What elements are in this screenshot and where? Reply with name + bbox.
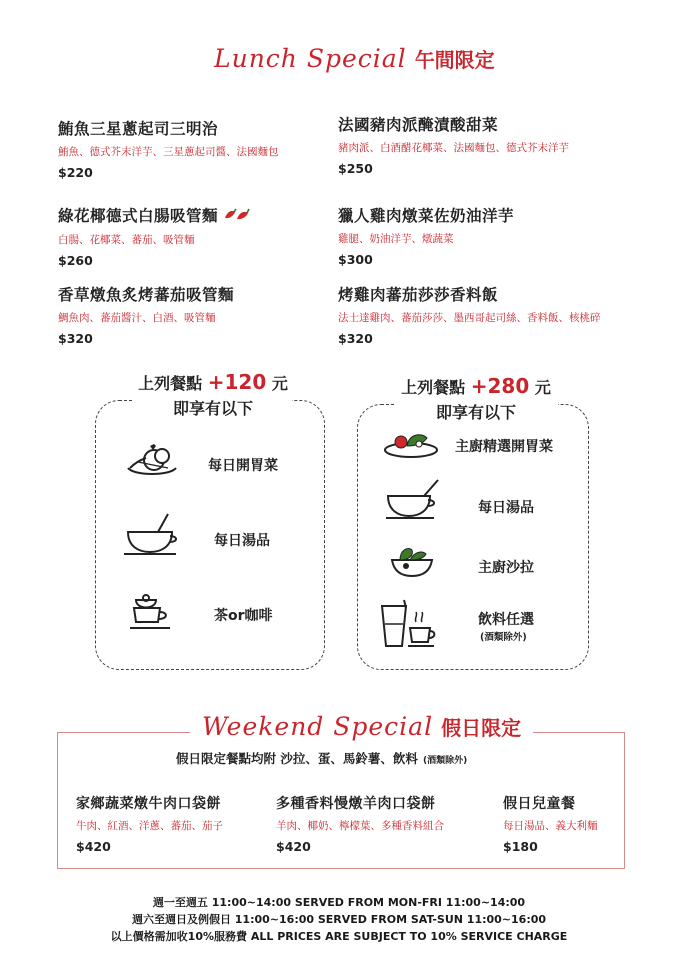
- dish-price: $420: [76, 839, 111, 854]
- dish-description: 白腸、花椰菜、蕃茄、吸管麵: [58, 233, 195, 246]
- dish-price: $180: [503, 839, 538, 854]
- weekend-note-main: 假日限定餐點均附 沙拉、蛋、馬鈴薯、飲料: [176, 751, 418, 766]
- soup-bowl-icon: [384, 478, 444, 520]
- lunch-title-script: Lunch Special: [214, 44, 407, 73]
- dish-name: 家鄉蔬菜燉牛肉口袋餅: [76, 796, 221, 812]
- weekend-item: [76, 793, 223, 854]
- tea-cup-icon: [128, 590, 174, 636]
- dish-price: $320: [58, 331, 93, 346]
- set-a-item-label: 茶or咖啡: [214, 608, 273, 624]
- dish-description: 法士達雞肉、蕃茄莎莎、墨西哥起司絲、香料飯、核桃碎: [338, 312, 601, 324]
- set-a-prefix: 上列餐點: [138, 374, 203, 393]
- dish-description: 豬肉派、白酒醋花椰菜、法國麵包、德式芥末洋芋: [338, 142, 569, 154]
- weekend-title-cjk: 假日限定: [441, 716, 522, 740]
- set-a-item-label: 每日湯品: [214, 533, 270, 549]
- lunch-item: [338, 113, 569, 176]
- set-b-price: +280: [470, 374, 530, 398]
- weekend-note-sub: (酒類除外): [422, 756, 468, 766]
- drinks-icon: [378, 598, 438, 650]
- lunch-item: [338, 283, 601, 346]
- weekend-item: [503, 793, 598, 854]
- set-a-price: +120: [207, 370, 267, 394]
- lunch-item: [58, 283, 234, 346]
- lunch-item: [58, 204, 252, 268]
- footer-hours-weekend: 週六至週日及例假日 11:00~16:00 SERVED FROM SAT-SUN 11:00~16:00: [131, 913, 547, 926]
- weekend-title-script: Weekend Special: [202, 712, 434, 741]
- weekend-note: [176, 748, 467, 767]
- appetizer-plate-icon: [124, 440, 180, 480]
- dish-price: $320: [338, 331, 373, 346]
- dish-name: 烤雞肉蕃茄莎莎香料飯: [338, 286, 499, 304]
- dish-description: 羊肉、椰奶、檸檬葉、多種香料組合: [276, 820, 444, 832]
- dish-name: 獵人雞肉燉菜佐奶油洋芋: [338, 207, 515, 225]
- footer-service-charge: 以上價格需加收10%服務費 ALL PRICES ARE SUBJECT TO 10% SERVICE CHARGE: [110, 930, 568, 943]
- chili-pepper-icon: [222, 207, 252, 227]
- lunch-item: [338, 204, 514, 267]
- set-b-prefix: 上列餐點: [401, 378, 466, 397]
- set-a-header: [134, 370, 292, 419]
- dish-name: 多種香料慢燉羊肉口袋餅: [276, 796, 436, 812]
- weekend-item: [276, 793, 444, 854]
- set-b-header: [394, 374, 558, 423]
- dish-name: 法國豬肉派醃漬酸甜菜: [338, 116, 499, 134]
- dish-price: $420: [276, 839, 311, 854]
- set-b-item-note: (酒類除外): [480, 632, 527, 643]
- dish-price: $250: [338, 161, 373, 176]
- salad-bowl-icon: [390, 544, 434, 578]
- weekend-special-title: [190, 712, 533, 741]
- lunch-special-title: [214, 44, 495, 73]
- dish-name: 假日兒童餐: [503, 796, 576, 812]
- dish-price: $260: [58, 252, 93, 268]
- dish-name: 鮪魚三星蔥起司三明治: [58, 120, 219, 138]
- dish-price: $220: [58, 165, 93, 180]
- set-a-unit: 元: [271, 374, 288, 393]
- set-b-item-label: 每日湯品: [478, 500, 534, 516]
- set-b-line2: 即享有以下: [435, 403, 516, 422]
- dish-name: 綠花椰德式白腸吸管麵: [58, 207, 219, 225]
- lunch-item: [58, 117, 279, 180]
- set-a-line2: 即享有以下: [172, 399, 253, 418]
- set-b-item-label: 飲料任選: [478, 612, 534, 628]
- footer-hours-weekday: 週一至週五 11:00~14:00 SERVED FROM MON-FRI 11:00~14:00: [152, 896, 526, 909]
- dish-description: 每日湯品、義大利麵: [503, 820, 598, 832]
- set-a-item-label: 每日開胃菜: [208, 458, 278, 474]
- set-b-item-label: 主廚精選開胃菜: [455, 439, 553, 455]
- dish-price: $300: [338, 252, 373, 267]
- dish-name: 香草燉魚炙烤蕃茄吸管麵: [58, 286, 235, 304]
- dish-description: 鯛魚肉、蕃茄醬汁、白酒、吸管麵: [58, 312, 216, 324]
- lunch-title-cjk: 午間限定: [414, 48, 495, 72]
- soup-bowl-icon: [122, 512, 182, 556]
- dish-description: 牛肉、紅酒、洋蔥、蕃茄、茄子: [76, 820, 223, 832]
- dish-description: 雞腿、奶油洋芋、燉蔬菜: [338, 233, 454, 245]
- dish-description: 鮪魚、德式芥末洋芋、三星蔥起司醬、法國麵包: [58, 146, 279, 158]
- set-b-item-label: 主廚沙拉: [478, 560, 534, 576]
- salad-plate-icon: [383, 428, 439, 460]
- set-b-unit: 元: [534, 378, 551, 397]
